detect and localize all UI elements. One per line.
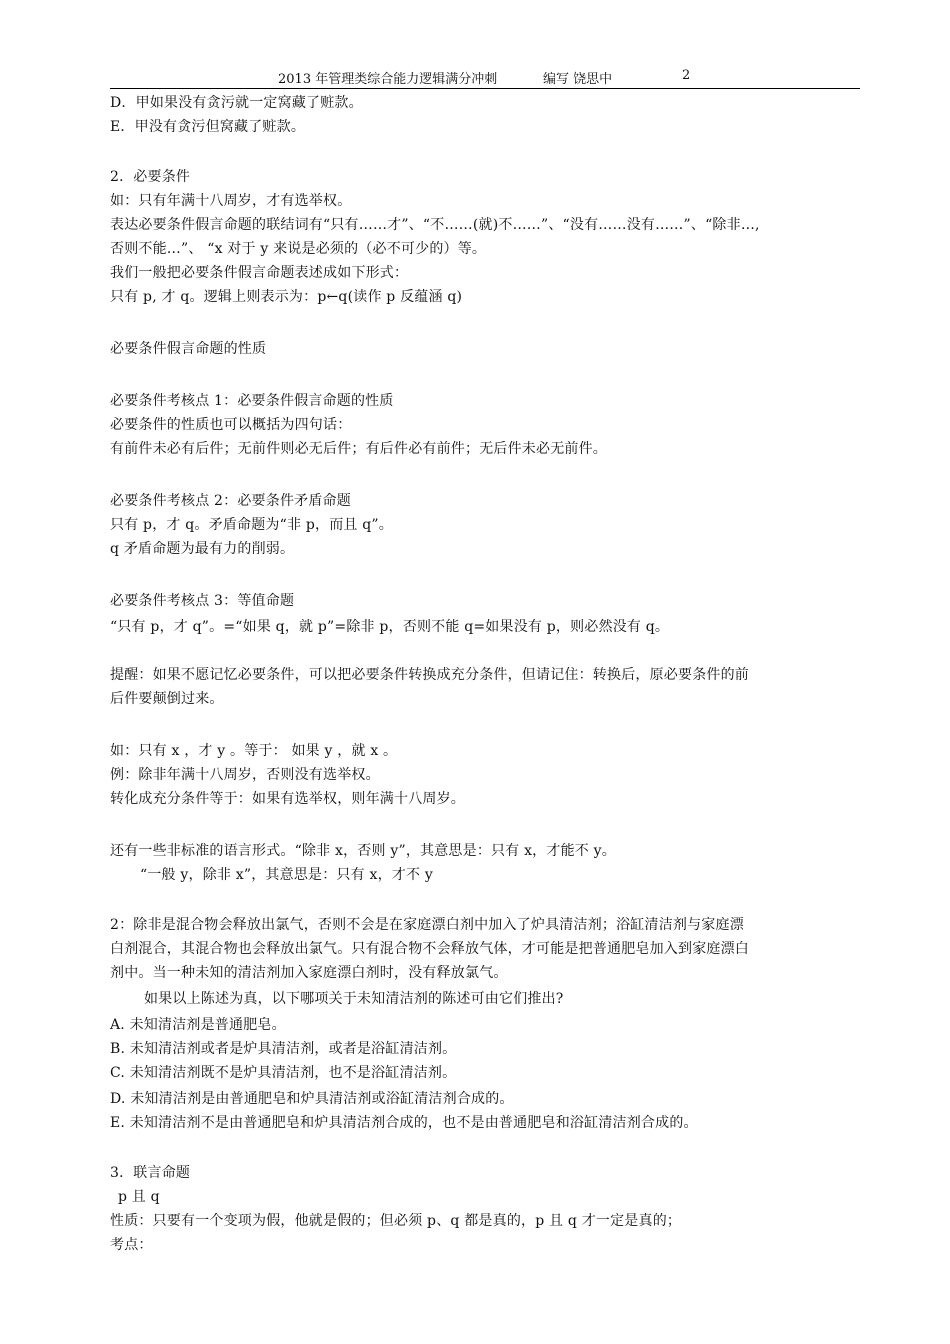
text-line: 提醒：如果不愿记忆必要条件，可以把必要条件转换成充分条件，但请记住：转换后，原必要条件的前 bbox=[110, 667, 749, 683]
text-line: 我们一般把必要条件假言命题表述成如下形式： bbox=[110, 265, 409, 281]
option-b: B. 未知清洁剂或者是炉具清洁剂，或者是浴缸清洁剂。 bbox=[110, 1041, 457, 1057]
option-d-line: D．甲如果没有贪污就一定窝藏了赃款。 bbox=[110, 95, 363, 111]
text-line: 还有一些非标准的语言形式。“除非 x，否则 y”，其意思是：只有 x，才能不 y。 bbox=[110, 843, 616, 859]
text-line: 必要条件的性质也可以概括为四句话： bbox=[110, 417, 352, 433]
text-line: 例：除非年满十八周岁，否则没有选举权。 bbox=[110, 767, 380, 783]
option-a: A. 未知清洁剂是普通肥皂。 bbox=[110, 1017, 286, 1033]
text-line: “一般 y，除非 x”，其意思是：只有 x，才不 y bbox=[140, 867, 433, 883]
text-line: 后件要颠倒过来。 bbox=[110, 691, 224, 707]
section-heading-necessary-condition: 2．必要条件 bbox=[110, 169, 191, 185]
text-line: 转化成充分条件等于：如果有选举权，则年满十八周岁。 bbox=[110, 791, 465, 807]
option-d: D. 未知清洁剂是由普通肥皂和炉具清洁剂或浴缸清洁剂合成的。 bbox=[110, 1091, 514, 1107]
subheading: 必要条件考核点 2：必要条件矛盾命题 bbox=[110, 493, 351, 509]
header-editor: 编写 饶思中 bbox=[543, 72, 613, 87]
text-line: 表达必要条件假言命题的联结词有“只有……才”、“不……(就)不……”、“没有……没有……”、“除非…, bbox=[110, 217, 760, 233]
section-heading-conjunction: 3．联言命题 bbox=[110, 1165, 191, 1181]
text-line: 如：只有 x ，才 y 。等于： 如果 y ，就 x 。 bbox=[110, 743, 398, 759]
text-line: “只有 p，才 q”。=“如果 q，就 p”=除非 p，否则不能 q=如果没有 p，则必然没有 q。 bbox=[110, 619, 670, 635]
subheading: 必要条件假言命题的性质 bbox=[110, 341, 267, 357]
text-line: 只有 p，才 q。矛盾命题为“非 p，而且 q”。 bbox=[110, 517, 393, 533]
page-header bbox=[110, 66, 860, 89]
text-line: 如：只有年满十八周岁，才有选举权。 bbox=[110, 193, 352, 209]
text-line: 有前件未必有后件；无前件则必无后件；有后件必有前件；无后件未必无前件。 bbox=[110, 441, 607, 457]
header-title: 2013 年管理类综合能力逻辑满分冲刺 bbox=[278, 72, 498, 87]
text-line: 考点： bbox=[110, 1237, 153, 1253]
question-text: 2：除非是混合物会释放出氯气，否则不会是在家庭漂白剂中加入了炉具清洁剂；浴缸清洁剂与家庭漂 bbox=[110, 917, 744, 933]
text-line: 否则不能…”、 “x 对于 y 来说是必须的（必不可少的）等。 bbox=[110, 241, 487, 257]
subheading: 必要条件考核点 1：必要条件假言命题的性质 bbox=[110, 393, 394, 409]
question-prompt: 如果以上陈述为真，以下哪项关于未知清洁剂的陈述可由它们推出? bbox=[144, 991, 564, 1007]
text-line: 性质：只要有一个变项为假，他就是假的；但必须 p、q 都是真的，p 且 q 才一定是真的； bbox=[110, 1213, 682, 1229]
text-line: p 且 q bbox=[118, 1189, 160, 1205]
text-line: q 矛盾命题为最有力的削弱。 bbox=[110, 541, 295, 557]
page-number: 2 bbox=[682, 68, 691, 83]
subheading: 必要条件考核点 3：等值命题 bbox=[110, 593, 295, 609]
question-text: 白剂混合，其混合物也会释放出氯气。只有混合物不会释放气体，才可能是把普通肥皂加入到家庭漂白 bbox=[110, 941, 749, 957]
text-line: 只有 p, 才 q。逻辑上则表示为：p←q(读作 p 反蕴涵 q) bbox=[110, 289, 463, 305]
option-c: C. 未知清洁剂既不是炉具清洁剂，也不是浴缸清洁剂。 bbox=[110, 1065, 457, 1081]
option-e: E. 未知清洁剂不是由普通肥皂和炉具清洁剂合成的，也不是由普通肥皂和浴缸清洁剂合成的。 bbox=[110, 1115, 698, 1131]
question-text: 剂中。当一种未知的清洁剂加入家庭漂白剂时，没有释放氯气。 bbox=[110, 965, 508, 981]
option-e-line: E．甲没有贪污但窝藏了赃款。 bbox=[110, 119, 306, 135]
